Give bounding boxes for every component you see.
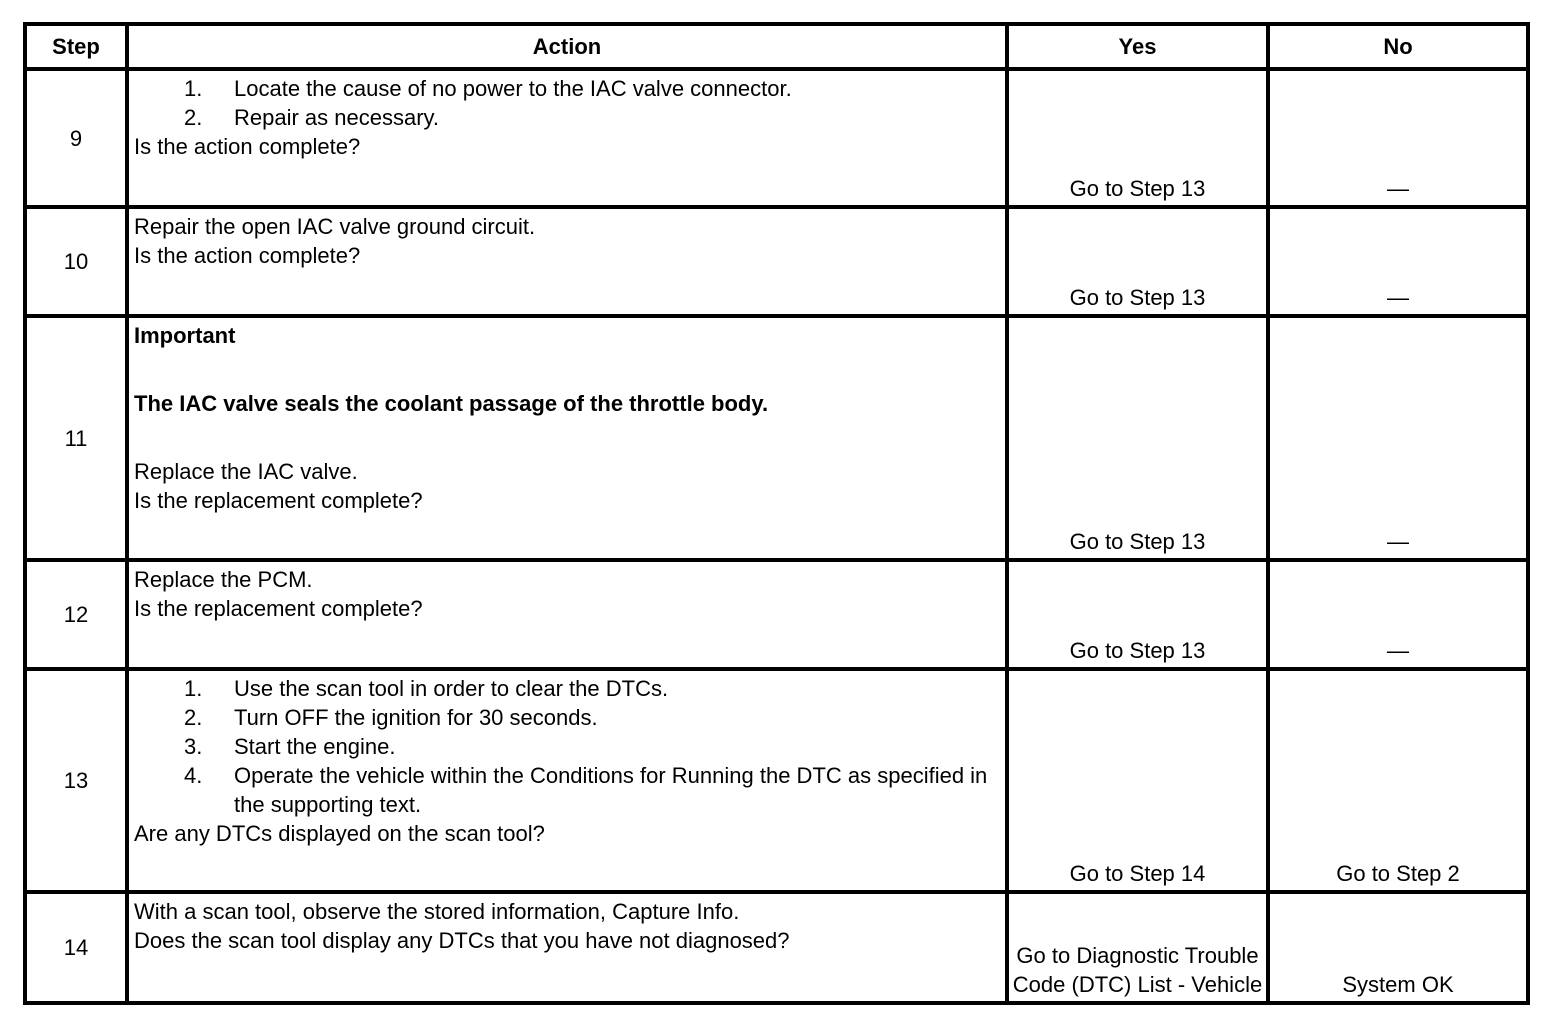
action-question: Are any DTCs displayed on the scan tool? <box>134 821 545 846</box>
step-number: 9 <box>25 69 127 207</box>
table-row-step-12 <box>25 560 1528 669</box>
yes-result: Go to Step 13 <box>1007 207 1268 316</box>
action-question: Does the scan tool display any DTCs that you have not diagnosed? <box>134 928 790 953</box>
action-list <box>134 674 999 819</box>
table-row-step-10 <box>25 207 1528 316</box>
action-cell <box>127 207 1007 316</box>
action-question: Is the replacement complete? <box>134 488 423 513</box>
yes-result: Go to Step 13 <box>1007 316 1268 560</box>
diagnostic-table <box>23 22 1530 1005</box>
important-label: Important <box>134 323 236 348</box>
action-list <box>134 74 999 132</box>
action-text: Replace the PCM. <box>134 567 313 592</box>
no-result: — <box>1268 207 1528 316</box>
action-text: With a scan tool, observe the stored information, Capture Info. <box>134 899 740 924</box>
important-text: The IAC valve seals the coolant passage of the throttle body. <box>134 391 769 416</box>
step-number: 12 <box>25 560 127 669</box>
header-no: No <box>1268 24 1528 69</box>
list-item: 2. Turn OFF the ignition for 30 seconds. <box>184 705 598 730</box>
action-cell <box>127 669 1007 892</box>
yes-result: Go to Diagnostic Trouble Code (DTC) List - Vehicle <box>1007 892 1268 1003</box>
header-yes: Yes <box>1007 24 1268 69</box>
no-result: — <box>1268 560 1528 669</box>
action-question: Is the action complete? <box>134 134 361 159</box>
action-question: Is the action complete? <box>134 243 361 268</box>
list-item: 3. Start the engine. <box>184 734 396 759</box>
table-header-row <box>25 24 1528 69</box>
no-result: System OK <box>1268 892 1528 1003</box>
action-text: Replace the IAC valve. <box>134 459 358 484</box>
list-item: 2. Repair as necessary. <box>184 105 440 130</box>
action-cell <box>127 892 1007 1003</box>
list-item: 1. Use the scan tool in order to clear the DTCs. <box>184 676 669 701</box>
action-cell <box>127 69 1007 207</box>
table-row-step-13 <box>25 669 1528 892</box>
no-result: — <box>1268 69 1528 207</box>
header-step: Step <box>25 24 127 69</box>
step-number: 14 <box>25 892 127 1003</box>
action-text: Repair the open IAC valve ground circuit. <box>134 214 536 239</box>
step-number: 10 <box>25 207 127 316</box>
no-result: — <box>1268 316 1528 560</box>
no-result: Go to Step 2 <box>1268 669 1528 892</box>
action-cell <box>127 316 1007 560</box>
action-question: Is the replacement complete? <box>134 596 423 621</box>
table-row-step-14 <box>25 892 1528 1003</box>
yes-result: Go to Step 13 <box>1007 69 1268 207</box>
table-row-step-9 <box>25 69 1528 207</box>
list-item: 1. Locate the cause of no power to the IAC valve connector. <box>184 76 792 101</box>
table-row-step-11 <box>25 316 1528 560</box>
header-action: Action <box>127 24 1007 69</box>
yes-result: Go to Step 13 <box>1007 560 1268 669</box>
list-item: 4. Operate the vehicle within the Conditions for Running the DTC as specified in the supporting text. <box>184 763 988 817</box>
yes-result: Go to Step 14 <box>1007 669 1268 892</box>
action-cell <box>127 560 1007 669</box>
step-number: 11 <box>25 316 127 560</box>
step-number: 13 <box>25 669 127 892</box>
